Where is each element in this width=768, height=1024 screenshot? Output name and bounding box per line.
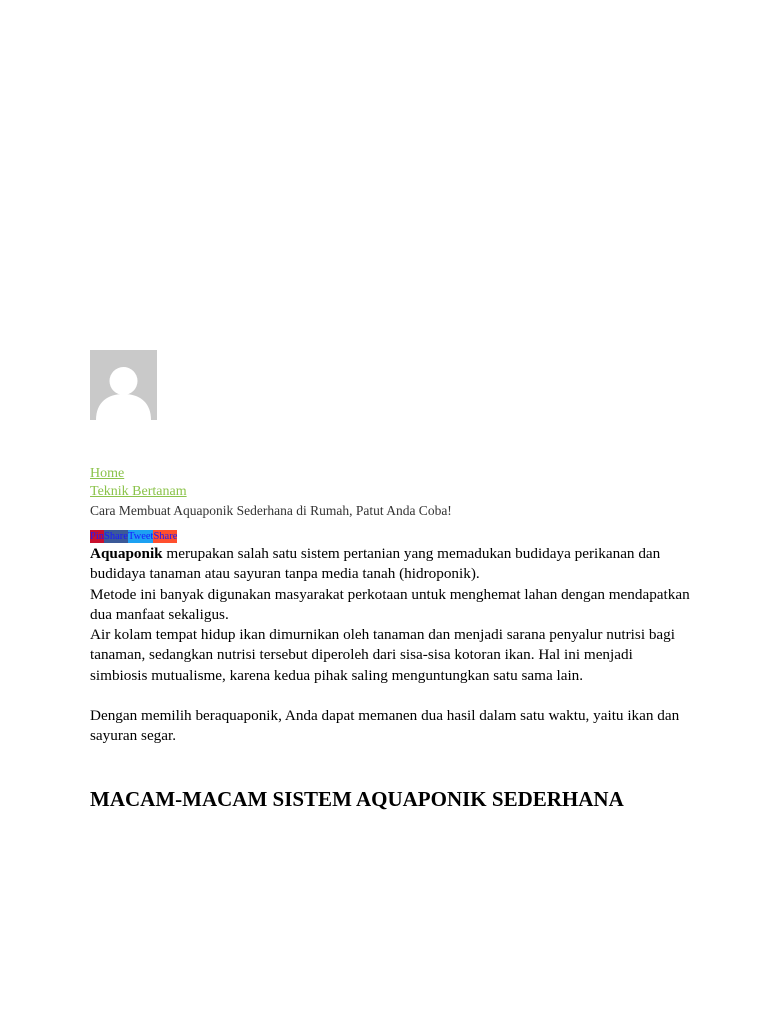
article-paragraph-2: Metode ini banyak digunakan masyarakat perkotaan untuk menghemat lahan dengan mendapatkan dua manfaat sekaligus. <box>90 585 690 623</box>
article-paragraph-3: Air kolam tempat hidup ikan dimurnikan oleh tanaman dan menjadi sarana penyalur nutrisi bagi tanaman, sedangkan nutrisi tersebut diperoleh dari sisa-sisa kotoran ikan. Hal ini menjadi simbiosis mutualisme, karena kedua pihak saling menguntungkan satu sama lain. <box>90 626 675 684</box>
breadcrumb-current-page: Cara Membuat Aquaponik Sederhana di Rumah, Patut Anda Coba! <box>90 503 452 518</box>
article-paragraph-4: Dengan memilih beraquaponik, Anda dapat memanen dua hasil dalam satu waktu, yaitu ikan dan sayuran segar. <box>90 707 680 745</box>
generic-share-button[interactable]: Share <box>153 531 178 542</box>
article-paragraph-1 <box>90 544 690 585</box>
pinterest-share-button[interactable]: Pin <box>90 531 105 542</box>
twitter-tweet-button[interactable]: Tweet <box>127 531 154 542</box>
facebook-share-button[interactable]: Share <box>104 531 128 542</box>
share-bar <box>90 530 177 543</box>
article-paragraph-1-text: merupakan salah satu sistem pertanian yang memadukan budidaya perikanan dan budidaya tanaman atau sayuran tanpa media tanah (hidroponik). <box>90 545 661 583</box>
author-avatar <box>90 350 157 420</box>
paragraph-spacer <box>90 686 690 706</box>
article-body <box>90 544 690 747</box>
breadcrumb-home-link[interactable]: Home <box>90 466 125 481</box>
breadcrumb-category-link[interactable]: Teknik Bertanam <box>90 484 187 499</box>
default-user-icon <box>90 350 157 420</box>
breadcrumb <box>90 465 452 520</box>
article-lead-term: Aquaponik <box>90 545 163 562</box>
section-heading: MACAM-MACAM SISTEM AQUAPONIK SEDERHANA <box>90 787 624 811</box>
